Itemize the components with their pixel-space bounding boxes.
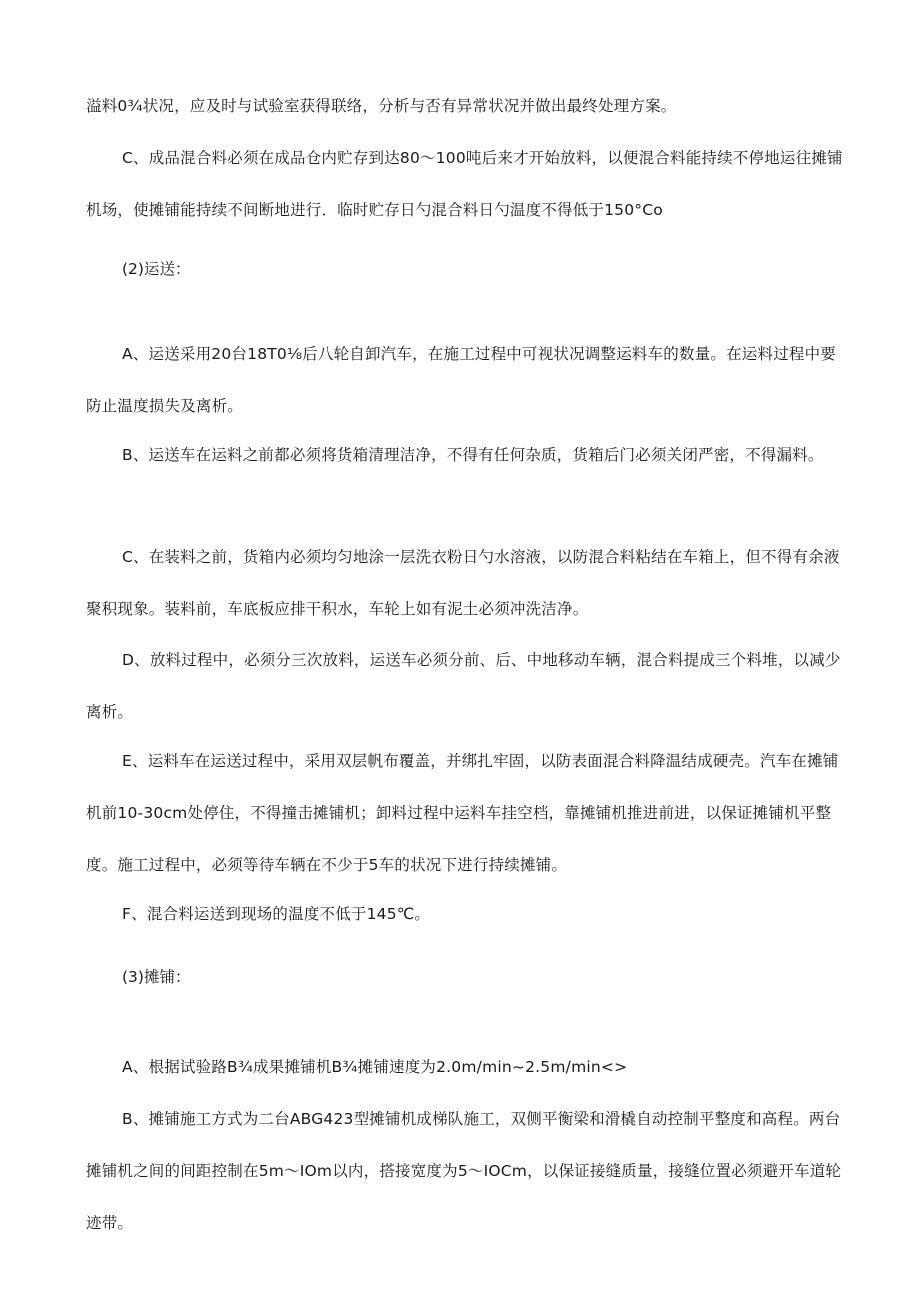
paragraph-paving-b: B、摊铺施工方式为二台ABG423型摊铺机成梯队施工，双侧平衡梁和滑橇自动控制平整度和高程。两台摊铺机之间的间距控制在5m～IOm以内，搭接宽度为5～IOCm，以保证接缝质量，接缝位置必须避开车道轮迹带。 (86, 1110, 842, 1232)
paragraph-mix-overflow-continued: 溢料0¾状况，应及时与试验室获得联络，分析与否有异常状况并做出最终处理方案。 (86, 97, 677, 115)
paragraph-transport-b: B、运送车在运料之前都必须将货箱清理洁净，不得有任何杂质，货箱后门必须关闭严密，不得漏料。 (122, 446, 824, 464)
paragraph-transport-e: E、运料车在运送过程中，采用双层帆布覆盖，并绑扎牢固，以防表面混合料降温结成硬壳。汽车在摊铺机前10-30cm处停住，不得撞击摊铺机；卸料过程中运料车挂空档，靠摊铺机推进前进，以保证摊铺机平整度。施工过程中，必须等待车辆在不少于5车的状况下进行持续摊铺。 (86, 752, 839, 874)
paragraph-paving-a: A、根据试验路B¾成果摊铺机B¾摊铺速度为2.0m∕min~2.5m∕min<> (122, 1058, 628, 1076)
paragraph-transport-c: C、在装料之前，货箱内必须均匀地涂一层洗衣粉日勺水溶液，以防混合料粘结在车箱上，但不得有余液聚积现象。装料前，车底板应排干积水，车轮上如有泥土必须冲洗洁净。 (86, 548, 840, 618)
section-heading-paving: (3)摊铺： (122, 968, 191, 986)
paragraph-transport-f: F、混合料运送到现场的温度不低于145℃。 (122, 905, 431, 923)
paragraph-transport-d: D、放料过程中，必须分三次放料，运送车必须分前、后、中地移动车辆，混合料提成三个料堆，以减少离析。 (86, 651, 841, 721)
paragraph-transport-a: A、运送采用20台18T0⅛后八轮自卸汽车，在施工过程中可视状况调整运料车的数量。在运料过程中要防止温度损失及离析。 (86, 345, 837, 415)
section-heading-transport: (2)运送： (122, 260, 191, 278)
paragraph-finished-mix-storage: C、成品混合料必须在成品仓内贮存到达80～100吨后来才开始放料，以便混合料能持续不停地运往摊铺机场，使摊铺能持续不间断地进行．临时贮存日勺混合料日勺温度不得低于150°Co (86, 149, 843, 219)
